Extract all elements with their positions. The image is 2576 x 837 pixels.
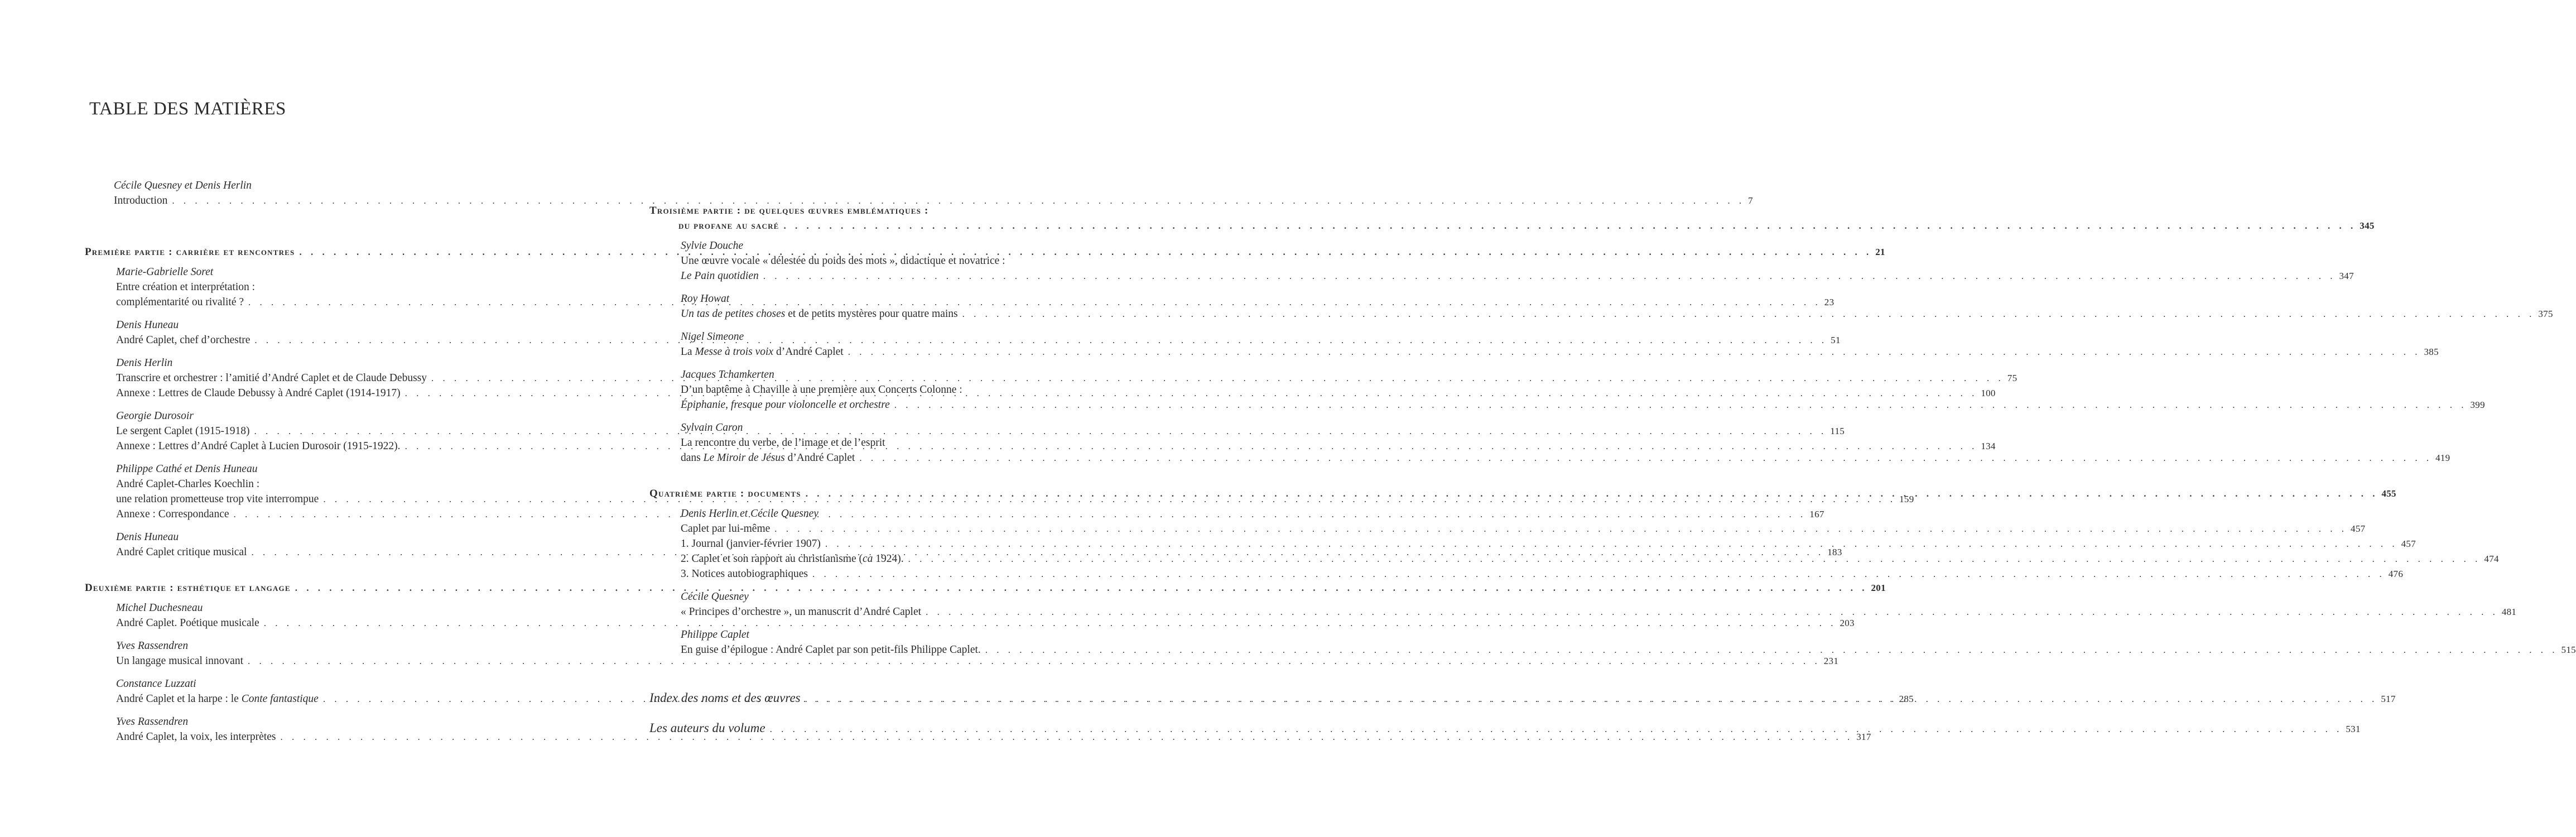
entry-author: Jacques Tchamkerten bbox=[681, 369, 774, 381]
entry-author: Denis Herlin et Cécile Quesney bbox=[681, 508, 818, 519]
entry-title: Un tas de petites choses et de petits mystères pour quatre mains bbox=[681, 308, 958, 320]
entry-title: Une œuvre vocale « délestée du poids des mots », didactique et novatrice : bbox=[681, 255, 1005, 267]
part-heading-3[interactable]: Troisième partie : de quelques œuvres emblématiques : du profane au sacré . . . 345 bbox=[649, 203, 1107, 233]
entry-title: Index des noms et des œuvres bbox=[649, 691, 801, 705]
toc-entry-introduction[interactable] bbox=[85, 179, 1753, 208]
page-number: 23 bbox=[1824, 297, 1835, 307]
page-number: 399 bbox=[2470, 400, 2485, 410]
entry-title: Caplet par lui-même bbox=[681, 523, 771, 535]
dot-leader bbox=[985, 642, 2558, 657]
entry-title: André Caplet-Charles Koechlin : bbox=[116, 478, 260, 490]
page-number: 476 bbox=[2388, 569, 2404, 579]
page-title: TABLE DES MATIÈRES bbox=[89, 99, 286, 119]
entry-title: Introduction bbox=[114, 195, 168, 206]
entry-author: Sylvain Caron bbox=[681, 422, 743, 434]
entry-author: Roy Howat bbox=[681, 293, 730, 305]
dot-leader bbox=[962, 306, 2535, 321]
entry-author: Cécile Quesney bbox=[681, 591, 749, 603]
dot-leader bbox=[784, 218, 2357, 233]
dot-leader bbox=[825, 536, 2398, 551]
dot-leader bbox=[859, 450, 2432, 465]
page-number: 419 bbox=[2435, 453, 2450, 463]
page-number: 167 bbox=[1809, 509, 1824, 519]
part-heading-4[interactable]: Quatrième partie : documents . . . 455 bbox=[649, 487, 1107, 501]
entry-author: Denis Huneau bbox=[116, 319, 179, 331]
page-number: 100 bbox=[1981, 388, 1996, 398]
entry-author: Constance Luzzati bbox=[116, 678, 196, 690]
entry-title: La rencontre du verbe, de l’image et de l’esprit bbox=[681, 437, 885, 449]
entry-title: André Caplet, chef d’orchestre bbox=[116, 334, 251, 346]
entry-title: Transcrire et orchestrer : l’amitié d’André Caplet et de Claude Debussy bbox=[116, 372, 427, 384]
entry-title: une relation prometteuse trop vite interrompue bbox=[116, 493, 319, 505]
part-heading-1[interactable]: Première partie : carrière et rencontres . . . 21 bbox=[85, 245, 542, 259]
sub-entry[interactable]: 2. Caplet et son rapport au christianisme (ca 1924). . . . 474 bbox=[681, 551, 1107, 566]
page-number: 51 bbox=[1831, 335, 1841, 345]
page-number: 231 bbox=[1823, 656, 1839, 666]
sub-entry[interactable]: 1. Journal (janvier-février 1907) . . . 457 bbox=[681, 536, 1107, 551]
page-number: 134 bbox=[1981, 441, 1996, 451]
dot-leader bbox=[763, 268, 2336, 283]
page-number: 115 bbox=[1830, 426, 1845, 436]
entry-author: Cécile Quesney et Denis Herlin bbox=[114, 180, 252, 191]
page-number: 517 bbox=[2381, 694, 2396, 704]
entry-title: Épiphanie, fresque pour violoncelle et orchestre bbox=[681, 399, 890, 411]
entry-title: En guise d’épilogue : André Caplet par son petit-fils Philippe Caplet. bbox=[681, 644, 981, 656]
entry-author: Philippe Cathé et Denis Huneau bbox=[116, 463, 258, 475]
entry-author: Marie-Gabrielle Soret bbox=[116, 266, 214, 278]
entry-author: Sylvie Douche bbox=[681, 240, 744, 252]
page-number: 385 bbox=[2424, 347, 2439, 357]
page-number: 474 bbox=[2484, 554, 2499, 564]
dot-leader bbox=[926, 604, 2498, 619]
annex-title: Annexe : Correspondance bbox=[116, 508, 229, 520]
toc-entry[interactable] bbox=[681, 628, 2576, 657]
page-number: 515 bbox=[2561, 644, 2576, 655]
page-number: 285 bbox=[1899, 694, 1914, 704]
entry-author: Philippe Caplet bbox=[681, 629, 749, 641]
dot-leader bbox=[774, 521, 2347, 536]
entry-title: complémentarité ou rivalité ? bbox=[116, 296, 244, 308]
page-number: 375 bbox=[2538, 309, 2553, 319]
entry-title: André Caplet et la harpe : le Conte fantastique bbox=[116, 693, 319, 705]
page-number: 183 bbox=[1827, 547, 1842, 557]
page-number: 347 bbox=[2339, 271, 2354, 281]
page-number: 531 bbox=[2346, 724, 2361, 734]
entry-title: Entre création et interprétation : bbox=[116, 281, 256, 293]
page-number: 75 bbox=[2007, 373, 2018, 383]
entry-title: Les auteurs du volume bbox=[649, 721, 765, 735]
dot-leader bbox=[806, 487, 2378, 501]
entry-title: Le sergent Caplet (1915-1918) bbox=[116, 425, 250, 437]
dot-leader bbox=[908, 551, 2481, 566]
entry-title: D’un baptême à Chaville à une première aux Concerts Colonne : bbox=[681, 384, 962, 396]
entry-author: Michel Duchesneau bbox=[116, 602, 203, 614]
entry-author: Nigel Simeone bbox=[681, 331, 744, 343]
dot-leader bbox=[805, 691, 2378, 708]
page-number: 159 bbox=[1899, 494, 1914, 504]
entry-title: Un langage musical innovant bbox=[116, 655, 243, 667]
entry-author: Denis Herlin bbox=[116, 357, 173, 369]
page-number: 457 bbox=[2401, 538, 2416, 549]
entry-author: Yves Rassendren bbox=[116, 716, 189, 728]
entry-author: Georgie Durosoir bbox=[116, 410, 194, 422]
page-number: 7 bbox=[1748, 195, 1753, 206]
page-number: 457 bbox=[2351, 523, 2366, 534]
entry-title: André Caplet. Poétique musicale bbox=[116, 617, 259, 629]
entry-title: dans Le Miroir de Jésus d’André Caplet bbox=[681, 452, 855, 464]
toc-entry[interactable] bbox=[681, 590, 2517, 619]
sub-entry[interactable]: 3. Notices autobiographiques . . . 476 bbox=[681, 566, 1107, 581]
dot-leader bbox=[848, 344, 2421, 359]
dot-leader bbox=[770, 721, 2343, 738]
page-number: 481 bbox=[2501, 607, 2517, 617]
page-number: 317 bbox=[1856, 732, 1871, 742]
entry-title: La Messe à trois voix d’André Caplet bbox=[681, 346, 844, 358]
entry-title: Le Pain quotidien bbox=[681, 270, 759, 282]
dot-leader bbox=[812, 566, 2385, 581]
annex-title: Annexe : Lettres d’André Caplet à Lucien Durosoir (1915-1922). bbox=[116, 440, 401, 452]
entry-author: Yves Rassendren bbox=[116, 640, 189, 652]
part-heading-2[interactable]: Deuxième partie : esthétique et langage . . . 201 bbox=[85, 581, 542, 595]
annex-title: Annexe : Lettres de Claude Debussy à André Caplet (1914-1917) bbox=[116, 387, 401, 399]
dot-leader bbox=[894, 397, 2467, 412]
entry-title: André Caplet, la voix, les interprètes bbox=[116, 731, 276, 743]
entry-title: André Caplet critique musical bbox=[116, 546, 247, 558]
entry-author: Denis Huneau bbox=[116, 531, 179, 543]
entry-title: « Principes d’orchestre », un manuscrit d’André Caplet bbox=[681, 606, 922, 618]
page-number: 203 bbox=[1840, 618, 1855, 628]
